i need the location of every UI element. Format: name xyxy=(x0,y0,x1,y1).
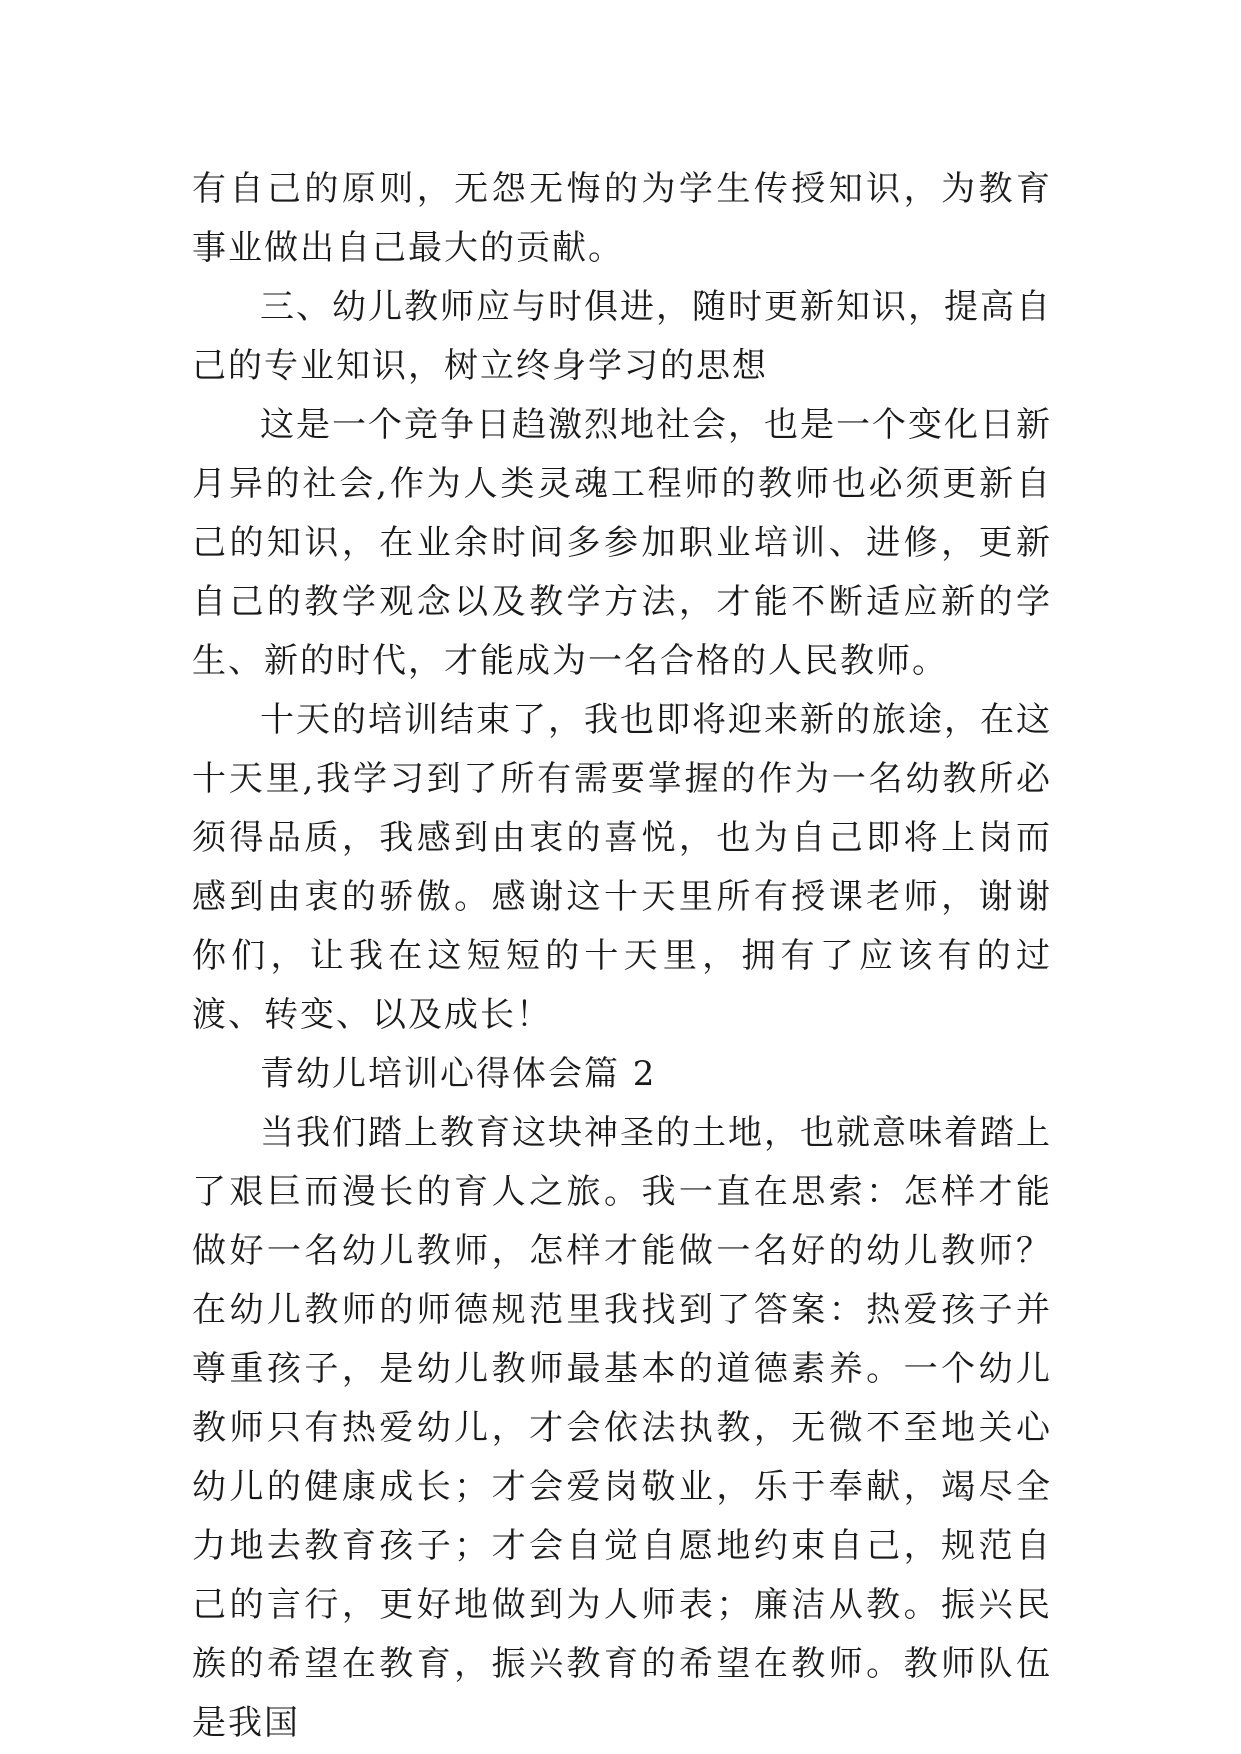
paragraph-training-conclusion: 十天的培训结束了，我也即将迎来新的旅途，在这十天里,我学习到了所有需要掌握的作为一名幼教所必须得品质，我感到由衷的喜悦，也为自己即将上岗而感到由衷的骄傲。感谢这十天里所有授课老师，谢谢你们，让我在这短短的十天里，拥有了应该有的过渡、转变、以及成长！ xyxy=(192,700,1052,1035)
paragraph-lifelong-learning: 这是一个竞争日趋激烈地社会，也是一个变化日新月异的社会,作为人类灵魂工程师的教师也必须更新自己的知识，在业余时间多参加职业培训、进修，更新自己的教学观念以及教学方法，才能不断适应新的学生、新的时代，才能成为一名合格的人民教师。 xyxy=(192,405,1052,681)
article-title-part-2: 青幼儿培训心得体会篇 2 xyxy=(260,1054,657,1094)
document-body xyxy=(192,160,1052,1753)
paragraph-teacher-ethics: 当我们踏上教育这块神圣的土地，也就意味着踏上了艰巨而漫长的育人之旅。我一直在思索：怎样才能做好一名幼儿教师，怎样才能做一名好的幼儿教师？在幼儿教师的师德规范里我找到了答案：热爱孩子并尊重孩子，是幼儿教师最基本的道德素养。一个幼儿教师只有热爱幼儿，才会依法执教，无微不至地关心幼儿的健康成长；才会爱岗敬业，乐于奉献，竭尽全力地去教育孩子；才会自觉自愿地约束自己，规范自己的言行，更好地做到为人师表；廉洁从教。振兴民族的希望在教育，振兴教育的希望在教师。教师队伍是我国 xyxy=(192,1113,1052,1743)
paragraph-continuation: 有自己的原则，无怨无悔的为学生传授知识，为教育事业做出自己最大的贡献。 xyxy=(192,169,1052,268)
paragraph-section-three-heading: 三、幼儿教师应与时俱进，随时更新知识，提高自己的专业知识，树立终身学习的思想 xyxy=(192,287,1052,386)
